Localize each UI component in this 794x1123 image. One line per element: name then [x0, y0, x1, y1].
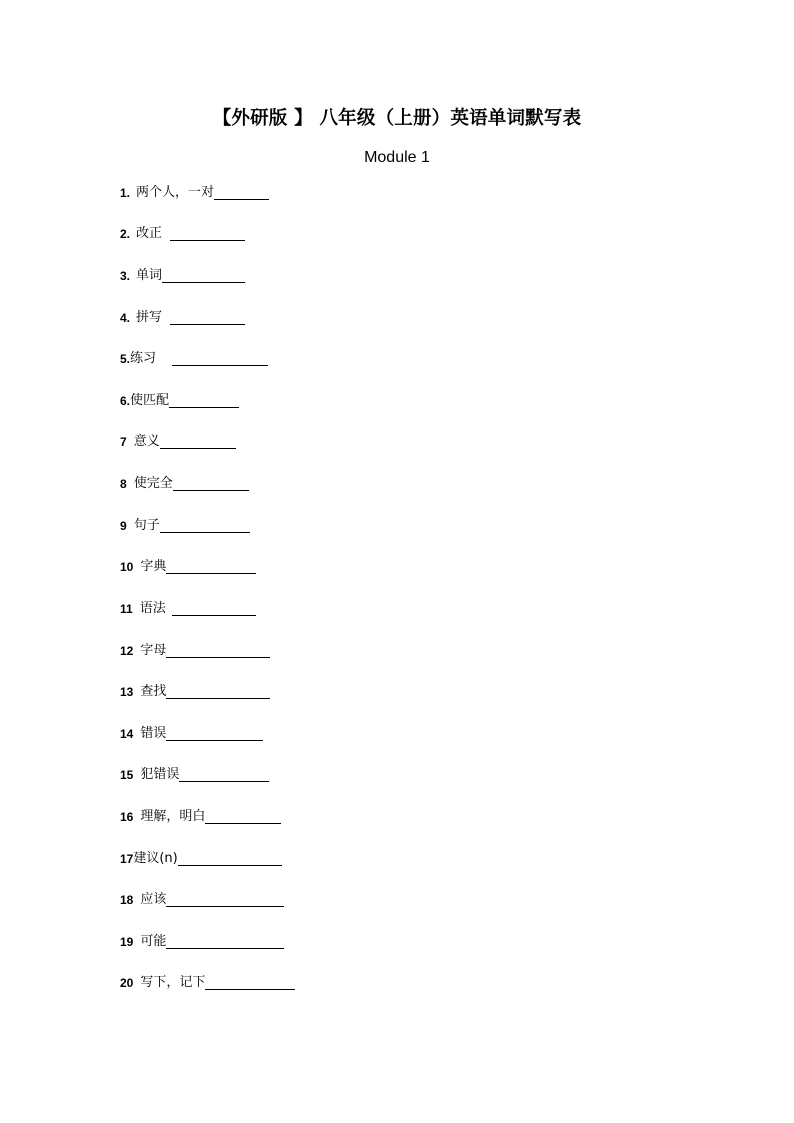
answer-blank[interactable] — [172, 601, 256, 616]
list-item — [120, 804, 281, 826]
list-item — [120, 513, 250, 535]
item-number: 16 — [120, 810, 134, 824]
item-number: 13 — [120, 685, 134, 699]
list-item — [120, 263, 245, 285]
item-term: 字典 — [140, 559, 167, 574]
answer-blank[interactable] — [166, 643, 270, 658]
answer-blank[interactable] — [179, 767, 269, 782]
answer-blank[interactable] — [172, 351, 268, 366]
list-item — [120, 721, 263, 743]
item-term: 错误 — [140, 726, 167, 741]
item-number: 5. — [120, 352, 131, 366]
item-number: 11 — [120, 602, 133, 616]
item-number: 7 — [120, 435, 127, 449]
list-item — [120, 762, 269, 784]
answer-blank[interactable] — [178, 851, 282, 866]
item-term: 犯错误 — [140, 767, 180, 782]
item-number: 15 — [120, 768, 134, 782]
list-item — [120, 180, 269, 202]
item-number: 18 — [120, 893, 134, 907]
item-term: 两个人，一对 — [136, 185, 215, 200]
list-item — [120, 846, 282, 868]
item-number: 3. — [120, 269, 131, 283]
item-number: 19 — [120, 935, 134, 949]
item-term: 拼写 — [136, 310, 167, 325]
item-term: 单词 — [136, 268, 163, 283]
list-item — [120, 221, 245, 243]
list-item — [120, 346, 268, 368]
answer-blank[interactable] — [170, 226, 245, 241]
answer-blank[interactable] — [170, 310, 245, 325]
item-term: 建议(n) — [133, 851, 178, 866]
list-item — [120, 679, 270, 701]
item-number: 4. — [120, 311, 131, 325]
item-term: 练习 — [130, 351, 169, 366]
item-term: 使匹配 — [130, 393, 170, 408]
item-number: 9 — [120, 519, 127, 533]
item-term: 理解，明白 — [140, 809, 206, 824]
answer-blank[interactable] — [205, 809, 281, 824]
answer-blank[interactable] — [214, 185, 269, 200]
item-number: 1. — [120, 186, 131, 200]
item-term: 写下，记下 — [140, 975, 206, 990]
list-item — [120, 305, 245, 327]
item-term: 语法 — [139, 601, 170, 616]
list-item — [120, 887, 284, 909]
item-number: 12 — [120, 644, 134, 658]
list-item — [120, 388, 239, 410]
item-number: 20 — [120, 976, 134, 990]
item-number: 14 — [120, 727, 134, 741]
item-term: 改正 — [136, 226, 167, 241]
item-number: 2. — [120, 227, 131, 241]
item-term: 使完全 — [133, 476, 173, 491]
answer-blank[interactable] — [160, 434, 236, 449]
list-item — [120, 554, 256, 576]
page-title: 【外研版 】 八年级（上册）英语单词默写表 — [212, 108, 582, 129]
item-term: 可能 — [140, 934, 167, 949]
module-heading: Module 1 — [364, 149, 430, 166]
answer-blank[interactable] — [166, 934, 284, 949]
list-item — [120, 970, 295, 992]
item-term: 意义 — [133, 434, 160, 449]
answer-blank[interactable] — [166, 684, 270, 699]
answer-blank[interactable] — [166, 559, 256, 574]
answer-blank[interactable] — [166, 892, 284, 907]
item-term: 查找 — [140, 684, 167, 699]
answer-blank[interactable] — [162, 268, 245, 283]
answer-blank[interactable] — [169, 393, 239, 408]
item-number: 8 — [120, 477, 127, 491]
list-item — [120, 638, 270, 660]
item-number: 10 — [120, 560, 134, 574]
item-term: 字母 — [140, 643, 167, 658]
answer-blank[interactable] — [173, 476, 249, 491]
list-item — [120, 471, 249, 493]
item-term: 句子 — [133, 518, 160, 533]
item-number: 17 — [120, 852, 134, 866]
list-item — [120, 596, 256, 618]
answer-blank[interactable] — [166, 726, 263, 741]
item-term: 应该 — [140, 892, 167, 907]
answer-blank[interactable] — [160, 518, 250, 533]
answer-blank[interactable] — [205, 975, 295, 990]
item-number: 6. — [120, 394, 131, 408]
list-item — [120, 429, 236, 451]
list-item — [120, 929, 284, 951]
